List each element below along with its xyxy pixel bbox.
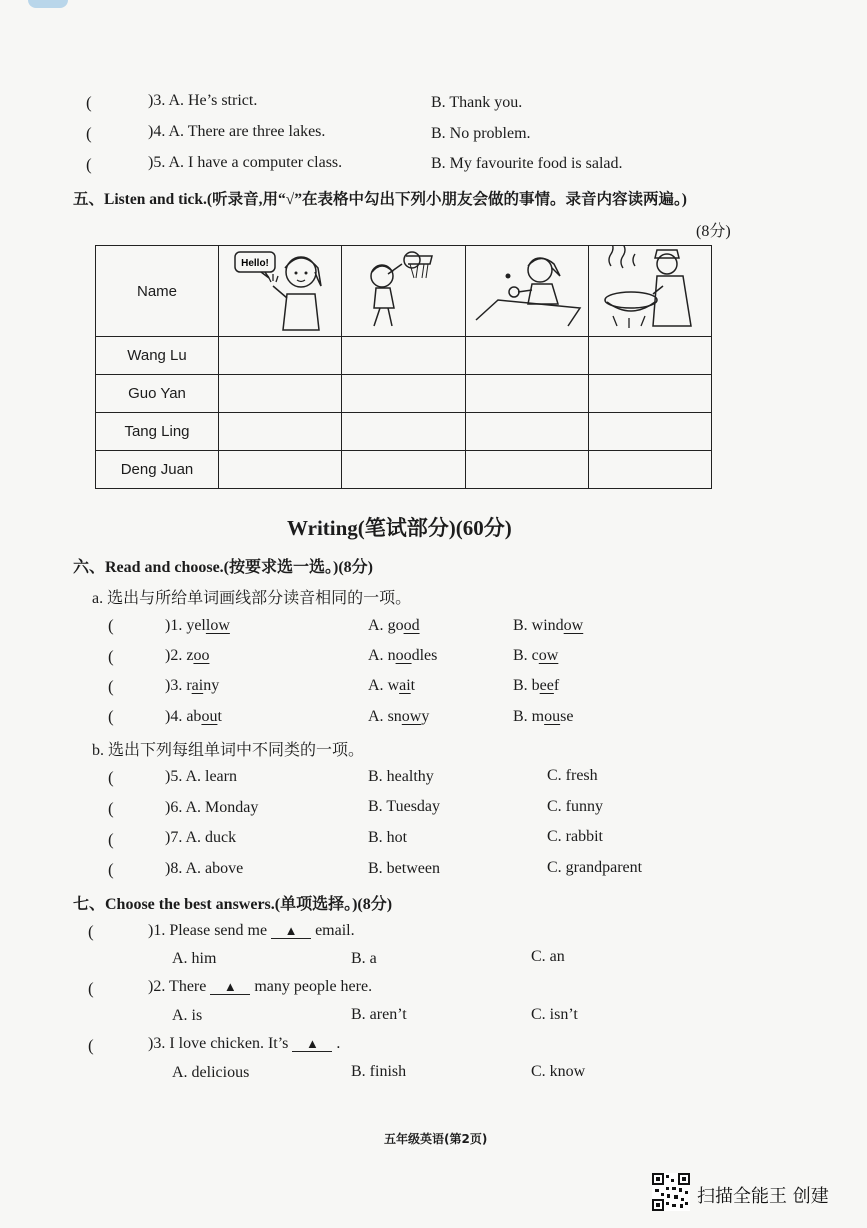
answer-paren[interactable]: (	[108, 647, 114, 666]
tick-cell[interactable]	[219, 337, 342, 375]
option-b: B. mouse	[513, 708, 574, 725]
tick-cell[interactable]	[588, 451, 711, 489]
section-5-title: 五、Listen and tick.(听录音,用“√”在表格中勾出下列小朋友会做的事情。录音内容读两遍。)	[73, 191, 687, 208]
option-b: B. aren’t	[351, 1006, 407, 1023]
child-name: Wang Lu	[96, 337, 219, 375]
page-footer-label: 五年级英语(第2页)	[384, 1132, 488, 1146]
section-7-title: 七、Choose the best answers.(单项选择。)(8分)	[73, 896, 393, 913]
answer-blank: ▲	[271, 924, 311, 939]
option-a: A. snowy	[368, 708, 430, 725]
person-cooking-icon	[591, 246, 709, 332]
tick-cell[interactable]	[465, 413, 588, 451]
answer-paren[interactable]: (	[108, 799, 114, 818]
tick-cell[interactable]	[342, 375, 465, 413]
section-5-score: (8分)	[696, 223, 731, 240]
child-name: Deng Juan	[96, 451, 219, 489]
question-word: )1. yellow	[165, 617, 230, 634]
picture-ping-pong	[465, 246, 588, 337]
page-corner-decoration	[28, 0, 68, 8]
question-word: )4. about	[165, 708, 222, 725]
option-a: A. noodles	[368, 647, 438, 664]
answer-paren[interactable]: (	[86, 124, 92, 143]
question-text: )2. There ▲ many people here.	[148, 978, 373, 995]
option-c: C. rabbit	[547, 828, 603, 845]
tick-cell[interactable]	[342, 413, 465, 451]
question-text: )3. A. He’s strict.	[148, 92, 258, 109]
qr-code-icon	[652, 1173, 690, 1211]
tick-cell[interactable]	[588, 413, 711, 451]
option-a: A. is	[172, 1007, 203, 1024]
question-text: )3. I love chicken. It’s ▲ .	[148, 1035, 341, 1052]
tick-cell[interactable]	[219, 413, 342, 451]
option-a: A. wait	[368, 677, 416, 694]
tick-cell[interactable]	[219, 375, 342, 413]
section-6-title: 六、Read and choose.(按要求选一选。)(8分)	[73, 559, 373, 576]
option-a: )7. A. duck	[165, 829, 237, 846]
picture-basketball	[342, 246, 465, 337]
answer-paren[interactable]: (	[108, 830, 114, 849]
question-text: )5. A. I have a computer class.	[148, 154, 343, 171]
option-b: B. window	[513, 617, 584, 634]
option-a: )6. A. Monday	[165, 799, 259, 816]
option-b: B. Thank you.	[431, 94, 523, 111]
girl-playing-ping-pong-icon	[468, 246, 586, 332]
answer-paren[interactable]: (	[108, 707, 114, 726]
tick-cell[interactable]	[465, 337, 588, 375]
listen-tick-table	[95, 245, 712, 489]
name-header: Name	[96, 246, 219, 337]
answer-paren[interactable]: (	[88, 922, 94, 941]
answer-paren[interactable]: (	[86, 93, 92, 112]
option-b: B. Tuesday	[368, 798, 441, 815]
question-word: )2. zoo	[165, 647, 210, 664]
answer-blank: ▲	[210, 980, 250, 995]
tick-cell[interactable]	[588, 337, 711, 375]
option-a: A. good	[368, 617, 420, 634]
child-name: Tang Ling	[96, 413, 219, 451]
question-text: )4. A. There are three lakes.	[148, 123, 326, 140]
option-c: C. grandparent	[547, 859, 643, 876]
tick-cell[interactable]	[465, 451, 588, 489]
part-b-instruction: b. 选出下列每组单词中不同类的一项。	[92, 742, 365, 759]
option-b: B. My favourite food is salad.	[431, 155, 623, 172]
answer-paren[interactable]: (	[88, 1036, 94, 1055]
option-b: B. finish	[351, 1063, 407, 1080]
option-a: A. delicious	[172, 1064, 250, 1081]
answer-paren[interactable]: (	[108, 677, 114, 696]
child-name: Guo Yan	[96, 375, 219, 413]
part-a-instruction: a. 选出与所给单词画线部分读音相同的一项。	[92, 590, 412, 607]
girl-playing-basketball-icon	[344, 246, 462, 332]
tick-cell[interactable]	[342, 337, 465, 375]
answer-paren[interactable]: (	[108, 616, 114, 635]
tick-cell[interactable]	[342, 451, 465, 489]
answer-paren[interactable]: (	[86, 155, 92, 174]
option-a: )5. A. learn	[165, 768, 237, 785]
option-c: C. fresh	[547, 767, 598, 784]
question-word: )3. rainy	[165, 677, 220, 694]
option-c: C. funny	[547, 798, 603, 815]
scanner-watermark: 扫描全能王 创建	[697, 1186, 829, 1207]
option-a: )8. A. above	[165, 860, 244, 877]
question-text: )1. Please send me ▲ email.	[148, 922, 355, 939]
option-b: B. between	[368, 860, 440, 877]
picture-cooking	[588, 246, 711, 337]
writing-part-title: Writing(笔试部分)(60分)	[287, 516, 512, 540]
option-c: C. isn’t	[531, 1006, 578, 1023]
option-b: B. healthy	[368, 768, 434, 785]
tick-cell[interactable]	[465, 375, 588, 413]
option-a: A. him	[172, 950, 217, 967]
picture-greeting	[219, 246, 342, 337]
svg-text:Hello!: Hello!	[241, 258, 270, 269]
answer-paren[interactable]: (	[108, 768, 114, 787]
option-b: B. hot	[368, 829, 408, 846]
girl-saying-hello-icon	[221, 246, 339, 332]
answer-blank: ▲	[292, 1037, 332, 1052]
option-b: B. beef	[513, 677, 560, 694]
tick-cell[interactable]	[219, 451, 342, 489]
option-c: C. know	[531, 1063, 586, 1080]
option-b: B. cow	[513, 647, 559, 664]
option-b: B. No problem.	[431, 125, 531, 142]
option-c: C. an	[531, 948, 565, 965]
tick-cell[interactable]	[588, 375, 711, 413]
option-b: B. a	[351, 950, 377, 967]
answer-paren[interactable]: (	[88, 979, 94, 998]
answer-paren[interactable]: (	[108, 860, 114, 879]
